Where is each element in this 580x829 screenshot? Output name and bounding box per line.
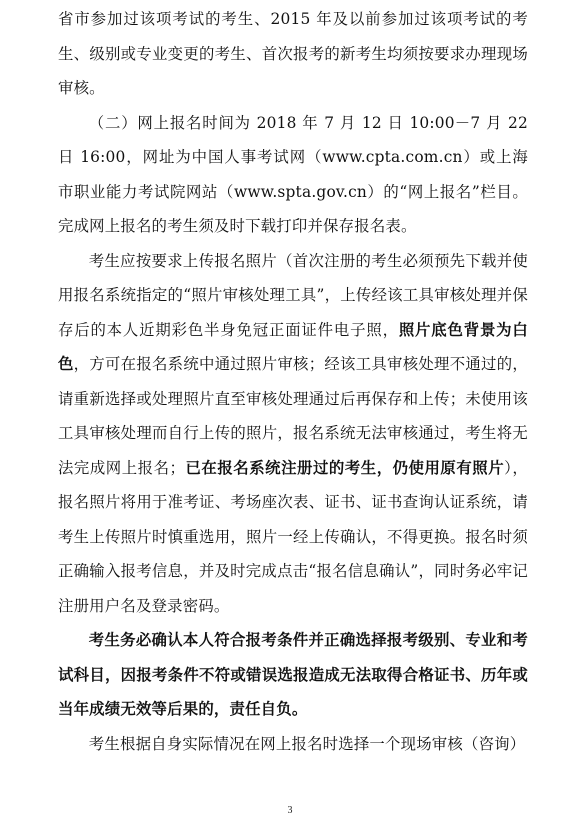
paragraph-photo-upload: [58, 244, 528, 624]
paragraph-eligibility-warning: 考生务必确认本人符合报考条件并正确选择报考级别、专业和考试科目，因报考条件不符或错误选报造成无法取得合格证书、历年或当年成绩无效等后果的，责任自负。: [58, 631, 528, 718]
photo-upload-text-1: 考生应按要求上传报名照片（首次注册的考生必须预先下载并使用报名系统指定的“照片审核处理工具”，上传经该工具审核处理并保存后的本人近期彩色半身免冠正面证件电子照，: [58, 251, 528, 339]
page-number: 3: [287, 805, 293, 816]
document-body: [58, 2, 528, 761]
paragraph-onsite-review: 考生根据自身实际情况在网上报名时选择一个现场审核（咨询）: [88, 734, 526, 753]
registered-photo-emphasis: 已在报名系统注册过的考生，仍使用原有照片: [185, 458, 505, 477]
photo-upload-text-2: ，方可在报名系统中通过照片审核；经该工具审核处理不通过的，请重新选择或处理照片直至审核处理通过后再保存和上传；未使用该工具审核处理而自行上传的照片，报名系统无法审核通过，考生将无法完成网上报名；: [58, 355, 528, 477]
paragraph-registration-time: （二）网上报名时间为 2018 年 7 月 12 日 10:00－7 月 22 日 16:00，网址为中国人事考试网（www.cpta.com.cn）或上海市职业能力考试院网站（www.spta.gov.cn）的“网上报名”栏目。完成网上报名的考生须及时下载打印并保存报名表。: [58, 113, 528, 235]
paragraph-continuation: 省市参加过该项考试的考生、2015 年及以前参加过该项考试的考生、级别或专业变更的考生、首次报考的新考生均须按要求办理现场审核。: [58, 10, 528, 97]
photo-background-white-emphasis: 照片底色背景为白色: [58, 320, 529, 373]
photo-upload-text-3: ），报名照片将用于准考证、考场座次表、证书、证书查询认证系统，请考生上传照片时慎重选用，照片一经上传确认，不得更换。报名时须正确输入报考信息，并及时完成点击“报名信息确认”，同时务必牢记注册用户名及登录密码。: [58, 458, 528, 615]
